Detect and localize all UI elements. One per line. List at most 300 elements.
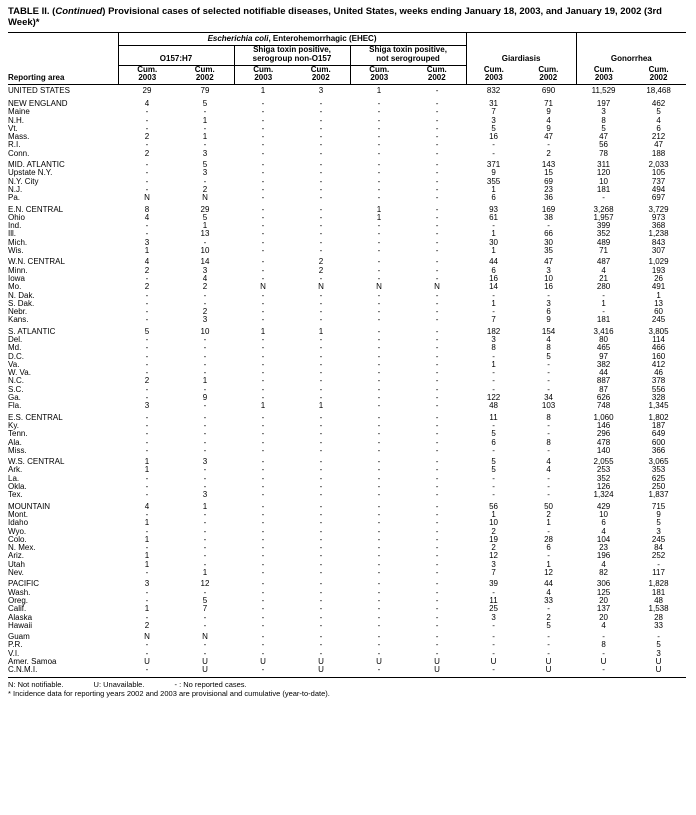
value-cell: 8	[601, 640, 606, 650]
value-cell: -	[435, 307, 439, 317]
value-cell: -	[435, 335, 439, 344]
value-cell: -	[377, 384, 381, 394]
value-cell: -	[435, 176, 439, 186]
value-cell: 4	[144, 501, 150, 511]
value-cell: -	[203, 368, 207, 378]
value-cell: -	[435, 376, 439, 386]
value-cell: -	[435, 265, 439, 275]
value-cell: -	[377, 237, 381, 247]
value-cell: -	[319, 501, 323, 511]
value-cell: -	[377, 612, 381, 622]
value-cell: -	[261, 343, 265, 353]
value-cell: -	[145, 123, 149, 133]
reporting-area-cell: Mich.	[8, 237, 28, 247]
table-row	[8, 394, 686, 402]
value-cell: -	[145, 229, 149, 239]
value-cell: -	[319, 640, 323, 650]
value-cell: 120	[596, 168, 611, 178]
value-cell: 48	[654, 595, 664, 605]
value-cell: 44	[544, 579, 554, 589]
value-cell: 2	[546, 148, 551, 158]
value-cell: -	[377, 273, 381, 283]
value-cell: -	[203, 518, 207, 528]
reporting-area-cell: W.S. CENTRAL	[8, 457, 65, 467]
value-cell: -	[261, 115, 265, 125]
reporting-area-cell: Md.	[8, 343, 22, 353]
value-cell: -	[145, 176, 149, 186]
value-cell: 3	[202, 148, 208, 158]
value-cell: 1	[144, 465, 150, 475]
value-cell: 197	[596, 98, 611, 108]
footnote-u: U: Unavailable.	[93, 679, 145, 689]
reporting-area-cell: Alaska	[8, 612, 33, 622]
value-cell: -	[377, 473, 381, 483]
value-cell: 1	[144, 518, 150, 528]
value-cell: 1	[376, 204, 382, 214]
value-cell: 5	[202, 98, 208, 108]
value-cell: -	[547, 290, 550, 300]
value-cell: -	[203, 107, 207, 117]
reporting-area-cell: N.J.	[8, 184, 23, 194]
value-cell: -	[261, 140, 265, 150]
value-cell: -	[145, 290, 149, 300]
value-cell: -	[377, 465, 381, 475]
value-cell: -	[203, 298, 207, 308]
table-row	[8, 292, 686, 300]
reporting-area-cell: Ala.	[8, 437, 22, 447]
reporting-area-cell: N.H.	[8, 115, 24, 125]
value-cell: -	[261, 509, 265, 519]
value-cell: -	[547, 376, 550, 386]
value-cell: 18,468	[646, 86, 671, 96]
value-cell: 3	[202, 457, 208, 467]
value-cell: -	[319, 132, 323, 142]
value-cell: -	[319, 359, 323, 369]
value-cell: -	[377, 184, 381, 194]
value-cell: -	[435, 237, 439, 247]
value-cell: -	[602, 665, 605, 675]
value-cell: -	[203, 559, 207, 569]
reporting-area-cell: Calif.	[8, 604, 27, 614]
value-cell: -	[377, 298, 381, 308]
value-cell: -	[261, 490, 265, 500]
value-cell: 2	[202, 282, 208, 292]
value-cell: 16	[544, 282, 554, 292]
value-cell: U	[202, 665, 208, 675]
value-cell: -	[377, 579, 381, 589]
value-cell: 353	[651, 465, 666, 475]
reporting-area-cell: Vt.	[8, 123, 18, 133]
value-cell: -	[319, 98, 323, 108]
value-cell: -	[145, 115, 149, 125]
value-cell: -	[203, 509, 207, 519]
value-cell: 28	[654, 612, 664, 622]
reporting-area-cell: S.C.	[8, 384, 24, 394]
value-cell: 13	[654, 298, 664, 308]
ehec-header: Escherichia coli, Enterohemorrhagic (EHEC)	[118, 33, 466, 46]
value-cell: 1,238	[648, 229, 669, 239]
value-cell: 843	[651, 237, 666, 247]
value-cell: 1	[144, 246, 150, 256]
value-cell: -	[319, 351, 323, 361]
value-cell: -	[145, 160, 149, 170]
table-row	[8, 561, 686, 569]
value-cell: 56	[489, 501, 499, 511]
value-cell: U	[655, 665, 662, 675]
value-cell: 2	[491, 526, 496, 536]
value-cell: -	[377, 587, 381, 597]
value-cell: -	[203, 465, 207, 475]
value-cell: 1	[491, 298, 496, 308]
value-cell: -	[145, 543, 149, 553]
value-cell: -	[261, 518, 265, 528]
value-cell: -	[203, 412, 207, 422]
value-cell: 491	[651, 282, 666, 292]
value-cell: -	[377, 115, 381, 125]
value-cell: 187	[651, 420, 666, 430]
value-cell: 7	[491, 107, 496, 117]
value-cell: 3	[491, 335, 496, 344]
table-row	[8, 658, 686, 666]
value-cell: 21	[599, 273, 609, 283]
value-cell: -	[145, 298, 149, 308]
value-cell: 715	[651, 501, 666, 511]
cum-2002-header: Cum. 2002	[521, 65, 576, 85]
value-cell: 2	[202, 307, 208, 317]
value-cell: 4	[546, 465, 551, 475]
value-cell: -	[377, 132, 381, 142]
value-cell: 4	[546, 115, 551, 125]
value-cell: -	[319, 315, 323, 325]
value-cell: 5	[546, 620, 551, 630]
reporting-area-cell: Iowa	[8, 273, 25, 283]
value-cell: 23	[599, 543, 609, 553]
value-cell: -	[547, 482, 550, 492]
table-row	[8, 194, 686, 202]
value-cell: -	[547, 429, 550, 439]
value-cell: 34	[544, 393, 554, 403]
value-cell: 5	[202, 595, 208, 605]
value-cell: 5	[656, 107, 661, 117]
value-cell: -	[261, 168, 265, 178]
value-cell: -	[319, 612, 323, 622]
value-cell: -	[319, 212, 323, 222]
reporting-area-cell: R.I.	[8, 140, 21, 150]
value-cell: -	[377, 482, 381, 492]
value-cell: 2	[144, 376, 150, 386]
value-cell: -	[145, 335, 149, 344]
value-cell: 1	[491, 184, 496, 194]
value-cell: 4	[144, 98, 150, 108]
value-cell: -	[145, 587, 149, 597]
value-cell: 466	[651, 343, 666, 353]
reporting-area-cell: Conn.	[8, 148, 30, 158]
value-cell: 1,828	[648, 579, 669, 589]
value-cell: -	[377, 604, 381, 614]
value-cell: -	[319, 559, 323, 569]
cum-2003-header: Cum. 2003	[118, 65, 176, 85]
value-cell: 253	[596, 465, 611, 475]
reporting-area-cell: Colo.	[8, 534, 27, 544]
value-cell: -	[319, 384, 323, 394]
value-cell: -	[203, 429, 207, 439]
value-cell: N	[318, 282, 324, 292]
value-cell: 10	[200, 326, 210, 336]
value-cell: -	[203, 237, 207, 247]
value-cell: U	[318, 665, 324, 675]
value-cell: 371	[486, 160, 501, 170]
value-cell: -	[145, 221, 149, 231]
value-cell: 47	[654, 140, 664, 150]
table-row	[8, 569, 686, 577]
value-cell: 39	[489, 579, 499, 589]
value-cell: -	[377, 393, 381, 403]
value-cell: -	[145, 420, 149, 430]
value-cell: -	[377, 648, 381, 658]
value-cell: -	[261, 551, 265, 561]
value-cell: 31	[489, 98, 499, 108]
value-cell: 11,529	[591, 86, 616, 96]
reporting-area-cell: Okla.	[8, 482, 27, 492]
value-cell: -	[377, 221, 381, 231]
table-row	[8, 117, 686, 125]
value-cell: 36	[544, 193, 554, 203]
value-cell: 117	[652, 568, 665, 578]
cum-2002-header: Cum. 2002	[408, 65, 466, 85]
value-cell: 26	[654, 273, 664, 283]
table-row	[8, 247, 686, 255]
value-cell: 250	[651, 482, 666, 492]
value-cell: -	[435, 437, 439, 447]
value-cell: 71	[599, 246, 609, 256]
value-cell: 1	[144, 457, 150, 467]
table-row	[8, 230, 686, 238]
giardiasis-header: Giardiasis	[466, 33, 576, 66]
value-cell: -	[319, 160, 323, 170]
reporting-area-cell: Ill.	[8, 229, 16, 239]
value-cell: -	[261, 246, 265, 256]
value-cell: -	[547, 420, 550, 430]
value-cell: 2	[491, 543, 496, 553]
value-cell: 2	[546, 612, 551, 622]
reporting-area-cell: NEW ENGLAND	[8, 98, 68, 108]
value-cell: 3,729	[648, 204, 669, 214]
value-cell: -	[203, 534, 207, 544]
reporting-area-cell: D.C.	[8, 351, 24, 361]
value-cell: -	[492, 587, 495, 597]
value-cell: -	[261, 184, 265, 194]
value-cell: -	[377, 526, 381, 536]
value-cell: -	[261, 204, 265, 214]
value-cell: -	[435, 221, 439, 231]
value-cell: -	[602, 648, 605, 658]
table-row	[8, 300, 686, 308]
value-cell: -	[435, 384, 439, 394]
value-cell: -	[145, 490, 149, 500]
value-cell: -	[319, 307, 323, 317]
value-cell: 1,324	[593, 490, 614, 500]
value-cell: -	[492, 640, 495, 650]
value-cell: -	[261, 587, 265, 597]
value-cell: -	[261, 384, 265, 394]
cum-2003-header: Cum. 2003	[466, 65, 521, 85]
value-cell: 1,802	[648, 412, 669, 422]
value-cell: -	[435, 445, 439, 455]
value-cell: -	[377, 401, 381, 411]
value-cell: -	[319, 445, 323, 455]
value-cell: 494	[651, 184, 666, 194]
value-cell: -	[261, 148, 265, 158]
value-cell: 48	[489, 401, 499, 411]
value-cell: 137	[596, 604, 611, 614]
reporting-area-cell: Tex.	[8, 490, 23, 500]
value-cell: -	[377, 368, 381, 378]
value-cell: 690	[541, 86, 556, 96]
table-row	[8, 622, 686, 630]
value-cell: -	[145, 184, 149, 194]
reporting-area-cell: Nev.	[8, 568, 24, 578]
value-cell: 311	[597, 160, 610, 170]
value-cell: 3,805	[648, 326, 669, 336]
value-cell: 1	[546, 559, 551, 569]
table-row	[8, 353, 686, 361]
value-cell: 462	[651, 98, 666, 108]
value-cell: 1,345	[648, 401, 669, 411]
value-cell: 28	[544, 534, 554, 544]
value-cell: -	[435, 587, 439, 597]
value-cell: 487	[596, 257, 611, 267]
value-cell: -	[319, 518, 323, 528]
value-cell: 3	[546, 298, 551, 308]
value-cell: -	[145, 429, 149, 439]
value-cell: -	[435, 559, 439, 569]
footnote-n: N: Not notifiable.	[8, 679, 64, 689]
value-cell: -	[492, 473, 495, 483]
value-cell: -	[377, 257, 381, 267]
value-cell: -	[261, 107, 265, 117]
value-cell: -	[492, 368, 495, 378]
value-cell: -	[435, 290, 439, 300]
value-cell: 3,416	[593, 326, 614, 336]
value-cell: 6	[491, 193, 496, 203]
value-cell: 2	[318, 257, 324, 267]
value-cell: -	[261, 298, 265, 308]
value-cell: -	[377, 559, 381, 569]
value-cell: 1	[144, 604, 150, 614]
value-cell: U	[545, 656, 552, 666]
value-cell: -	[435, 457, 439, 467]
value-cell: -	[145, 568, 149, 578]
table-row	[8, 161, 686, 169]
value-cell: -	[261, 229, 265, 239]
value-cell: 366	[651, 445, 666, 455]
value-cell: -	[145, 526, 149, 536]
title-rest: ) Provisional cases of selected notifiable diseases, United States, weeks ending January 18, 2003, and January 19, 2002 (3rd Week)*	[8, 6, 662, 28]
reporting-area-cell: Guam	[8, 632, 30, 642]
value-cell: -	[261, 595, 265, 605]
value-cell: 296	[596, 429, 611, 439]
table-row	[8, 85, 686, 97]
table-row	[8, 589, 686, 597]
value-cell: 4	[601, 526, 606, 536]
reporting-area-cell: Oreg.	[8, 595, 29, 605]
value-cell: -	[377, 160, 381, 170]
value-cell: -	[602, 307, 605, 317]
table-row	[8, 605, 686, 613]
value-cell: 4	[202, 273, 208, 283]
value-cell: -	[435, 412, 439, 422]
value-cell: 212	[651, 132, 666, 142]
value-cell: -	[377, 437, 381, 447]
value-cell: 8	[546, 412, 551, 422]
value-cell: 3	[601, 107, 606, 117]
table-row	[8, 666, 686, 674]
value-cell: -	[261, 526, 265, 536]
value-cell: -	[261, 160, 265, 170]
value-cell: -	[435, 482, 439, 492]
value-cell: 126	[596, 482, 611, 492]
value-cell: -	[547, 648, 550, 658]
value-cell: 7	[491, 568, 496, 578]
table-row	[8, 544, 686, 552]
value-cell: 3,065	[648, 457, 669, 467]
value-cell: 6	[601, 518, 606, 528]
value-cell: 412	[651, 359, 666, 369]
value-cell: -	[435, 160, 439, 170]
value-cell: 12	[200, 579, 210, 589]
table-row	[8, 239, 686, 247]
value-cell: 973	[651, 212, 666, 222]
value-cell: 13	[200, 229, 210, 239]
value-cell: -	[377, 193, 381, 203]
table-row	[8, 133, 686, 141]
value-cell: 600	[651, 437, 666, 447]
value-cell: -	[435, 298, 439, 308]
value-cell: -	[435, 543, 439, 553]
value-cell: 78	[599, 148, 609, 158]
value-cell: 4	[546, 587, 551, 597]
value-cell: -	[547, 368, 550, 378]
value-cell: -	[261, 412, 265, 422]
value-cell: -	[547, 526, 550, 536]
reporting-area-cell: V.I.	[8, 648, 20, 658]
value-cell: 2,033	[648, 160, 669, 170]
reporting-area-cell: S. ATLANTIC	[8, 326, 56, 336]
value-cell: -	[547, 632, 550, 642]
value-cell: -	[261, 237, 265, 247]
value-cell: -	[261, 393, 265, 403]
value-cell: 82	[599, 568, 609, 578]
value-cell: 2	[144, 282, 150, 292]
value-cell: 5	[144, 326, 150, 336]
value-cell: 169	[541, 204, 556, 214]
value-cell: -	[377, 534, 381, 544]
value-cell: 47	[544, 257, 554, 267]
value-cell: -	[145, 384, 149, 394]
disease-table	[8, 32, 686, 675]
value-cell: -	[203, 351, 207, 361]
reporting-area-cell: UNITED STATES	[8, 86, 70, 96]
value-cell: 1,060	[593, 412, 614, 422]
value-cell: 12	[489, 551, 499, 561]
value-cell: -	[203, 140, 207, 150]
value-cell: -	[377, 168, 381, 178]
value-cell: 60	[654, 307, 664, 317]
reporting-area-cell: Hawaii	[8, 620, 33, 630]
value-cell: -	[319, 648, 323, 658]
value-cell: -	[203, 445, 207, 455]
value-cell: -	[319, 465, 323, 475]
